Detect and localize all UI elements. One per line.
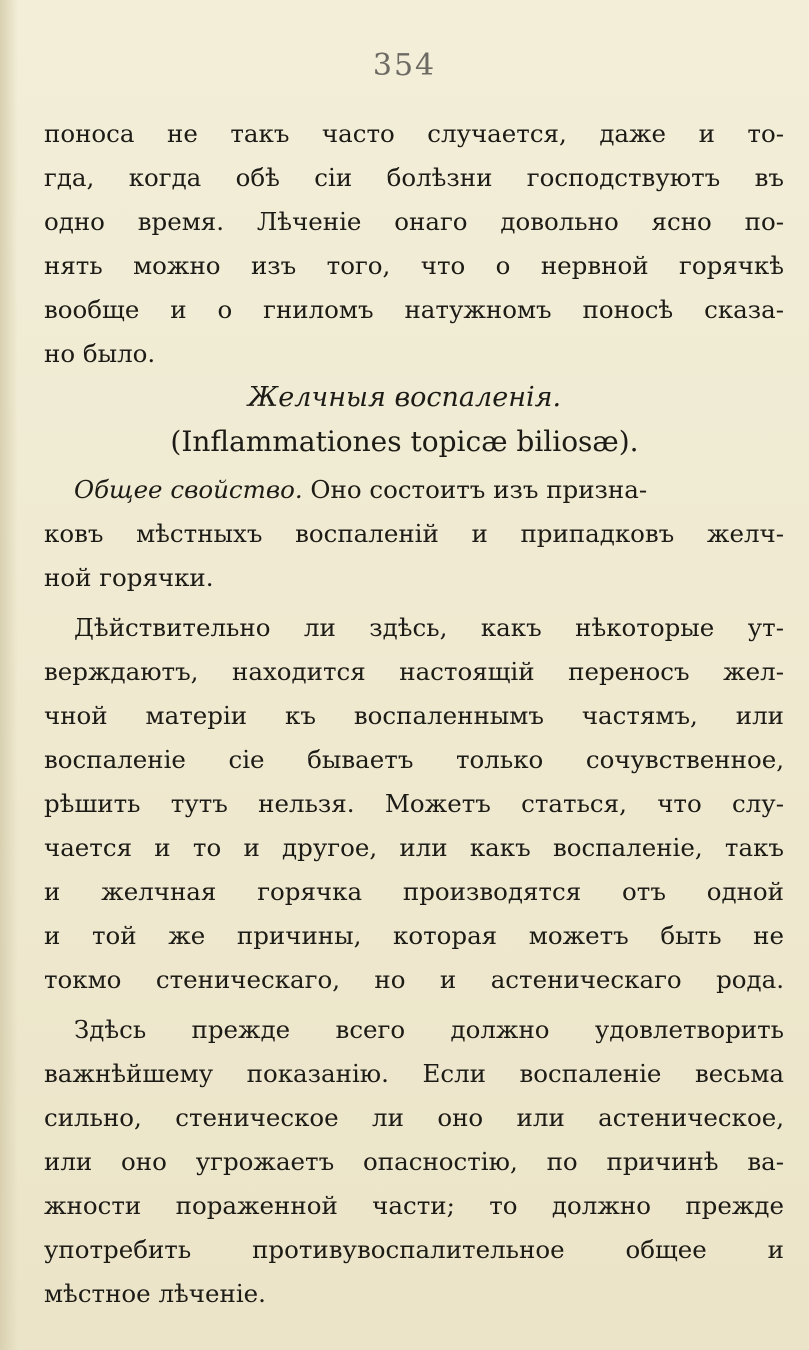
text-line: воспаленіе сіе бываетъ только сочувственное, xyxy=(44,745,784,774)
text-line: мѣстное лѣченіе. xyxy=(44,1279,266,1308)
text-line: вообще и о гниломъ натужномъ поносѣ сказа- xyxy=(44,295,784,324)
text-line: сильно, стеническое ли оно или астеническое, xyxy=(44,1103,784,1132)
text-line: верждаютъ, находится настоящій переносъ жел- xyxy=(44,657,784,686)
paragraph-lead-text: Оно состоитъ изъ призна- xyxy=(302,475,648,504)
text-line: ной горячки. xyxy=(44,563,214,592)
text-line: рѣшить тутъ нельзя. Можетъ статься, что слу- xyxy=(44,789,784,818)
text-line: и той же причины, которая можетъ быть не xyxy=(44,921,784,950)
text-line: ковъ мѣстныхъ воспаленій и припадковъ желч- xyxy=(44,519,784,548)
text-line: токмо стеническаго, но и астеническаго рода. xyxy=(44,965,784,994)
text-line: жности пораженной части; то должно прежде xyxy=(44,1191,784,1220)
text-line: или оно угрожаетъ опасностію, по причинѣ ва- xyxy=(44,1147,784,1176)
text-line: одно время. Лѣченіе онаго довольно ясно по- xyxy=(44,207,784,236)
section-subheading-latin: (Inflammationes topicæ biliosæ). xyxy=(170,425,639,458)
text-line: и желчная горячка производятся отъ одной xyxy=(44,877,784,906)
text-line: употребить противувоспалительное общее и xyxy=(44,1235,784,1264)
text-line: нять можно изъ того, что о нервной горячкѣ xyxy=(44,251,784,280)
text-line: но было. xyxy=(44,339,156,368)
paragraph-lead-line xyxy=(44,474,784,506)
page-edge-shadow xyxy=(0,0,18,1350)
text-line: чается и то и другое, или какъ воспаленіе, такъ xyxy=(44,833,784,862)
text-line: чной матеріи къ воспаленнымъ частямъ, или xyxy=(44,701,784,730)
text-line: гда, когда обѣ сіи болѣзни господствуютъ въ xyxy=(44,163,784,192)
page-number: 354 xyxy=(372,48,437,83)
text-line: важнѣйшему показанію. Если воспаленіе весьма xyxy=(44,1059,784,1088)
text-line: Дѣйствительно ли здѣсь, какъ нѣкоторые ут- xyxy=(74,613,784,642)
paragraph-lead-term: Общее свойство. xyxy=(74,475,303,504)
text-line: Здѣсь прежде всего должно удовлетворить xyxy=(74,1015,784,1044)
text-line: поноса не такъ часто случается, даже и то- xyxy=(44,119,784,148)
section-heading: Желчныя воспаленія. xyxy=(247,382,562,413)
